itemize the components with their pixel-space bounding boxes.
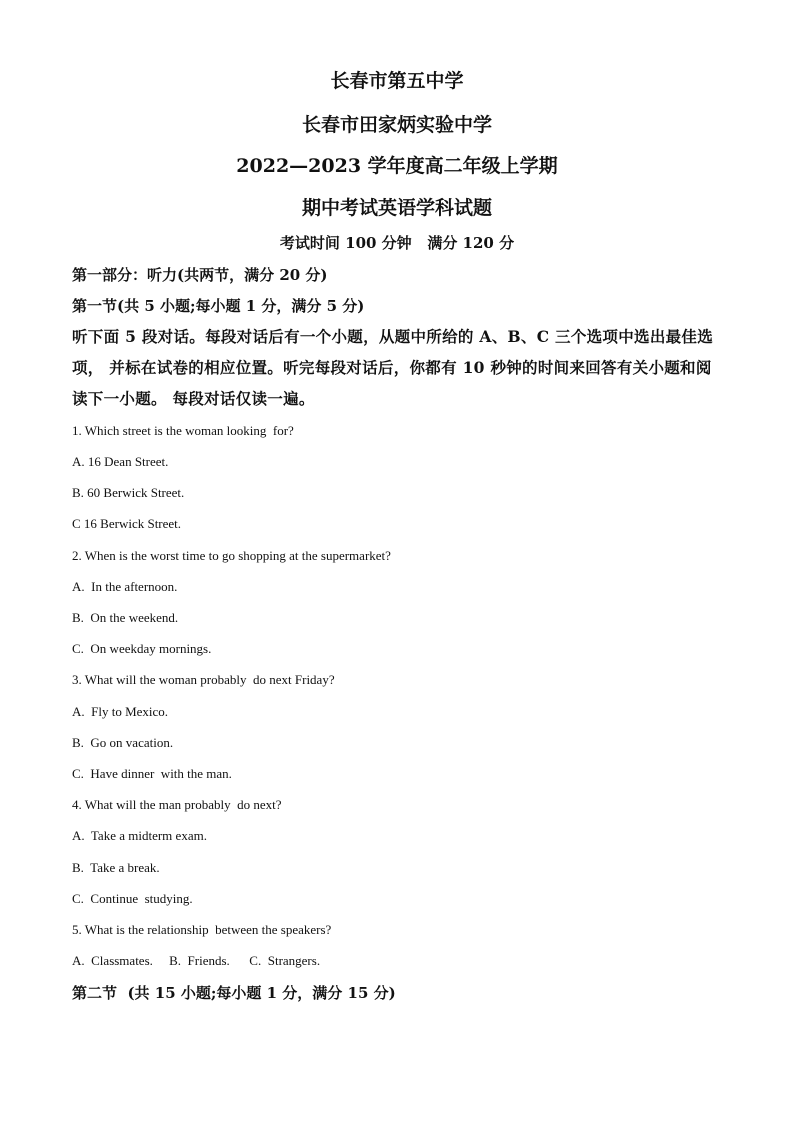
q5-options: A. Classmates. B. Friends. C. Strangers. — [72, 953, 321, 968]
term-title: 2022—2023 学年度高二年级上学期 — [236, 155, 558, 177]
part1-title: 第一部分：听力(共两节，满分 20 分) — [72, 266, 328, 284]
q1-option-b: B. 60 Berwick Street. — [72, 485, 185, 500]
school-name-2: 长春市田家炳实验中学 — [301, 114, 492, 136]
section1-title: 第一节(共 5 小题;每小题 1 分，满分 5 分) — [72, 297, 365, 315]
q3-option-c: C. Have dinner with the man. — [72, 766, 232, 781]
question-2: 2. When is the worst time to go shopping at the supermarket? — [72, 548, 391, 563]
q3-option-b: B. Go on vacation. — [72, 735, 174, 750]
section2-title: 第二节 (共 15 小题;每小题 1 分，满分 15 分) — [72, 984, 396, 1002]
q3-option-a: A. Fly to Mexico. — [72, 704, 169, 719]
q4-option-c: C. Continue studying. — [72, 891, 193, 906]
q1-option-c: C 16 Berwick Street. — [72, 516, 182, 531]
q2-option-a: A. In the afternoon. — [72, 579, 178, 594]
school-name-1: 长春市第五中学 — [330, 70, 464, 92]
q4-option-a: A. Take a midterm exam. — [72, 828, 207, 843]
question-1: 1. Which street is the woman looking for? — [72, 423, 294, 438]
question-4: 4. What will the man probably do next? — [72, 797, 282, 812]
q2-option-c: C. On weekday mornings. — [72, 641, 212, 656]
q2-option-b: B. On the weekend. — [72, 610, 179, 625]
q1-option-a: A. 16 Dean Street. — [72, 454, 169, 469]
exam-title: 期中考试英语学科试题 — [301, 197, 492, 219]
q4-option-b: B. Take a break. — [72, 860, 160, 875]
question-3: 3. What will the woman probably do next Friday? — [72, 672, 335, 687]
time-score-line: 考试时间 100 分钟 满分 120 分 — [279, 234, 515, 252]
listening-instructions: 听下面 5 段对话。每段对话后有一个小题，从题中所给的 A、B、C 三个选项中选出最佳选项， 并标在试卷的相应位置。听完每段对话后，你都有 10 秒钟的时间来回答有关小题和阅读下一小题。 每段对话仅读一遍。 — [72, 327, 714, 408]
question-5: 5. What is the relationship between the speakers? — [72, 922, 332, 937]
